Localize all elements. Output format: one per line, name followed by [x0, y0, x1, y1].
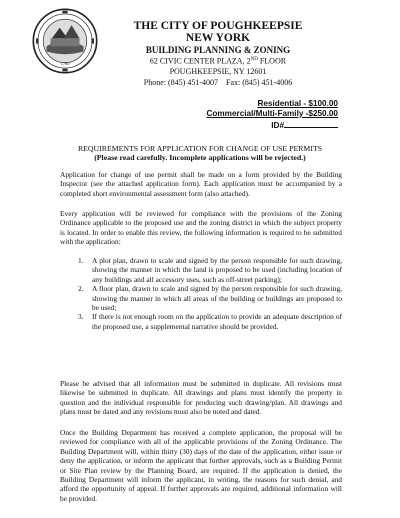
list-item-text: A plot plan, drawn to scale and signed by the person responsible for such drawing, showing the manner in which the land is proposed to be used (including location of any buildings and all accessory uses, such as off-street parking);	[92, 256, 342, 284]
city-name: THE CITY OF POUGHKEEPSIE	[133, 20, 303, 32]
state-name: NEW YORK	[185, 32, 251, 44]
commercial-fee: Commercial/Multi-Family -$250.00	[206, 109, 338, 118]
paragraph-review: Every application will be reviewed for compliance with the provisions of the Zoning Ordinance applicable to the proposed use and the zoning district in which the subject property is located. In order to enable this review, the following information is required to be submitted with the application:	[60, 209, 342, 247]
address-line-1-floor: FLOOR	[257, 56, 287, 66]
list-item-number: 2.	[78, 284, 84, 294]
city-seal-icon	[32, 8, 98, 74]
list-item-number: 1.	[78, 256, 84, 265]
list-item-text: If there is not enough room on the application to provide an adequate description of the proposed use, a supplemental narrative should be provided.	[92, 312, 342, 331]
seal-year: 1780	[60, 60, 70, 66]
list-item-number: 3.	[78, 312, 84, 322]
document-subtitle: (Please read carefully. Incomplete applications will be rejected.)	[94, 153, 306, 162]
address-line-1	[96, 57, 340, 66]
list-item	[78, 312, 342, 331]
paragraph-application-form: Application for change of use permit shall be made on a form provided by the Building Inspector (see the attached application form). Each application must be accompanied by a completed short environmental assessment form (also attached).	[60, 170, 342, 198]
address-line-2: POUGHKEEPSIE, NY 12601	[169, 67, 267, 76]
id-label: ID#	[271, 121, 284, 130]
phone-fax: Phone: (845) 451-4007 Fax: (845) 451-4006	[143, 78, 293, 87]
residential-fee: Residential - $100.00	[257, 99, 338, 108]
paragraph-duplicate-submission: Please be advised that all information must be submitted in duplicate. All revisions must likewise be submitted in duplicate. All drawings and plans must identify the property in question and the individual responsible for producing such drawing/plan. All drawings and plans must be dated and any revisions must also be noted and dated.	[60, 379, 342, 417]
paragraph-review-process: Once the Building Department has received a complete application, the proposal will be reviewed for compliance with all of the applicable provisions of the Zoning Ordinance. The Building Department will, within thirty (30) days of the date of the application, either issue or deny the application, or inform the applicant that further approvals, such as a Building Permit or Site Plan review by the Planning Board, are required. If the application is denied, the Building Department will inform the applicant, in writing, the reasons for such denial, and afford the opportunity of appeal. If further approvals are required, additional information will be provided.	[60, 428, 342, 503]
list-item	[78, 256, 342, 284]
document-title: REQUIREMENTS FOR APPLICATION FOR CHANGE OF USE PERMITS	[77, 144, 323, 153]
department-name: BUILDING PLANNING & ZONING	[145, 45, 291, 55]
id-field	[271, 120, 338, 130]
list-item	[78, 284, 342, 312]
list-item-text: A floor plan, drawn to scale and signed by the person responsible for such drawing, showing the manner in which all areas of the building or buildings are proposed to be used;	[92, 284, 342, 313]
id-blank-line[interactable]	[284, 120, 338, 128]
address-line-1-main: 62 CIVIC CENTER PLAZA, 2	[149, 56, 251, 66]
requirements-list	[78, 256, 342, 331]
address-ordinal: ND	[250, 57, 258, 62]
